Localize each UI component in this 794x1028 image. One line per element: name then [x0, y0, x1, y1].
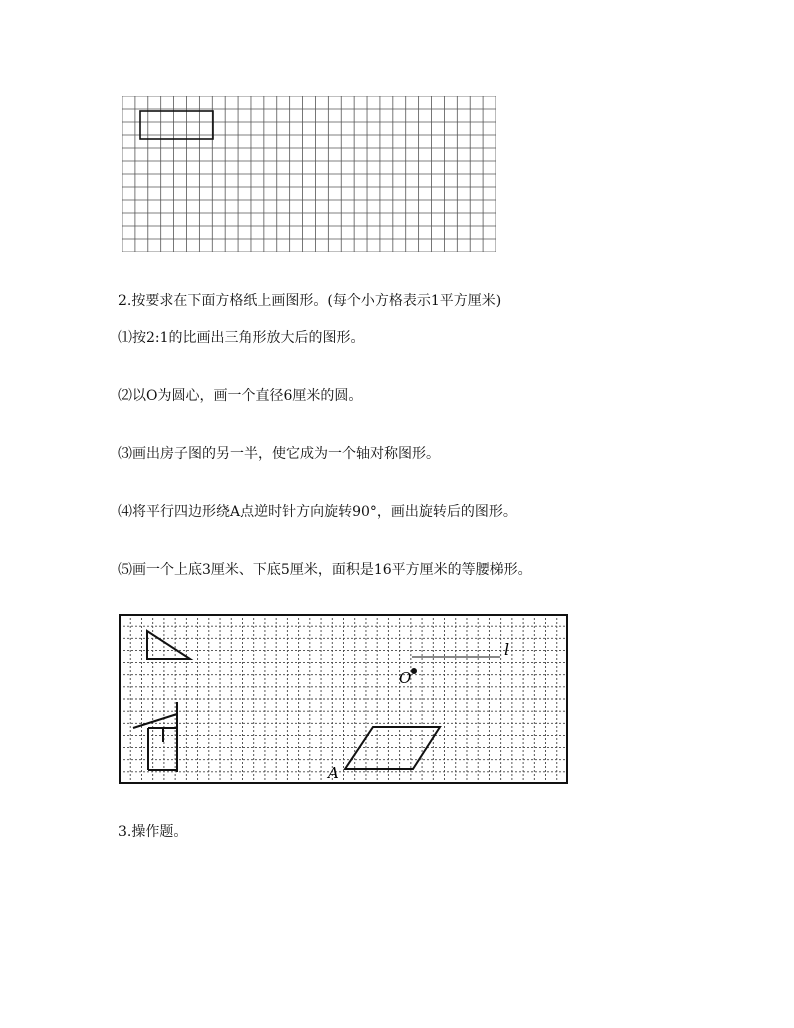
question-2-item-3: ⑶画出房子图的另一半，使它成为一个轴对称图形。	[118, 446, 440, 462]
label-o: O	[399, 669, 412, 687]
question-3-title: 3.操作题。	[118, 824, 188, 840]
label-a: A	[328, 764, 339, 782]
question-2-item-5: ⑸画一个上底3厘米、下底5厘米，面积是16平方厘米的等腰梯形。	[118, 562, 532, 578]
right-triangle-shape	[147, 631, 190, 659]
question-2-item-4: ⑷将平行四边形绕A点逆时针方向旋转90°，画出旋转后的图形。	[118, 504, 517, 520]
label-l: l	[504, 640, 510, 659]
question-2-item-2: ⑵以O为圆心，画一个直径6厘米的圆。	[118, 388, 363, 404]
half-house-shape	[133, 702, 177, 772]
square-grid-2	[119, 614, 568, 784]
question-2-title: 2.按要求在下面方格纸上画图形。(每个小方格表示1平方厘米)	[118, 293, 502, 309]
square-grid-1	[122, 96, 496, 252]
center-point-o	[411, 668, 417, 674]
question-2-item-1: ⑴按2:1的比画出三角形放大后的图形。	[118, 330, 365, 346]
